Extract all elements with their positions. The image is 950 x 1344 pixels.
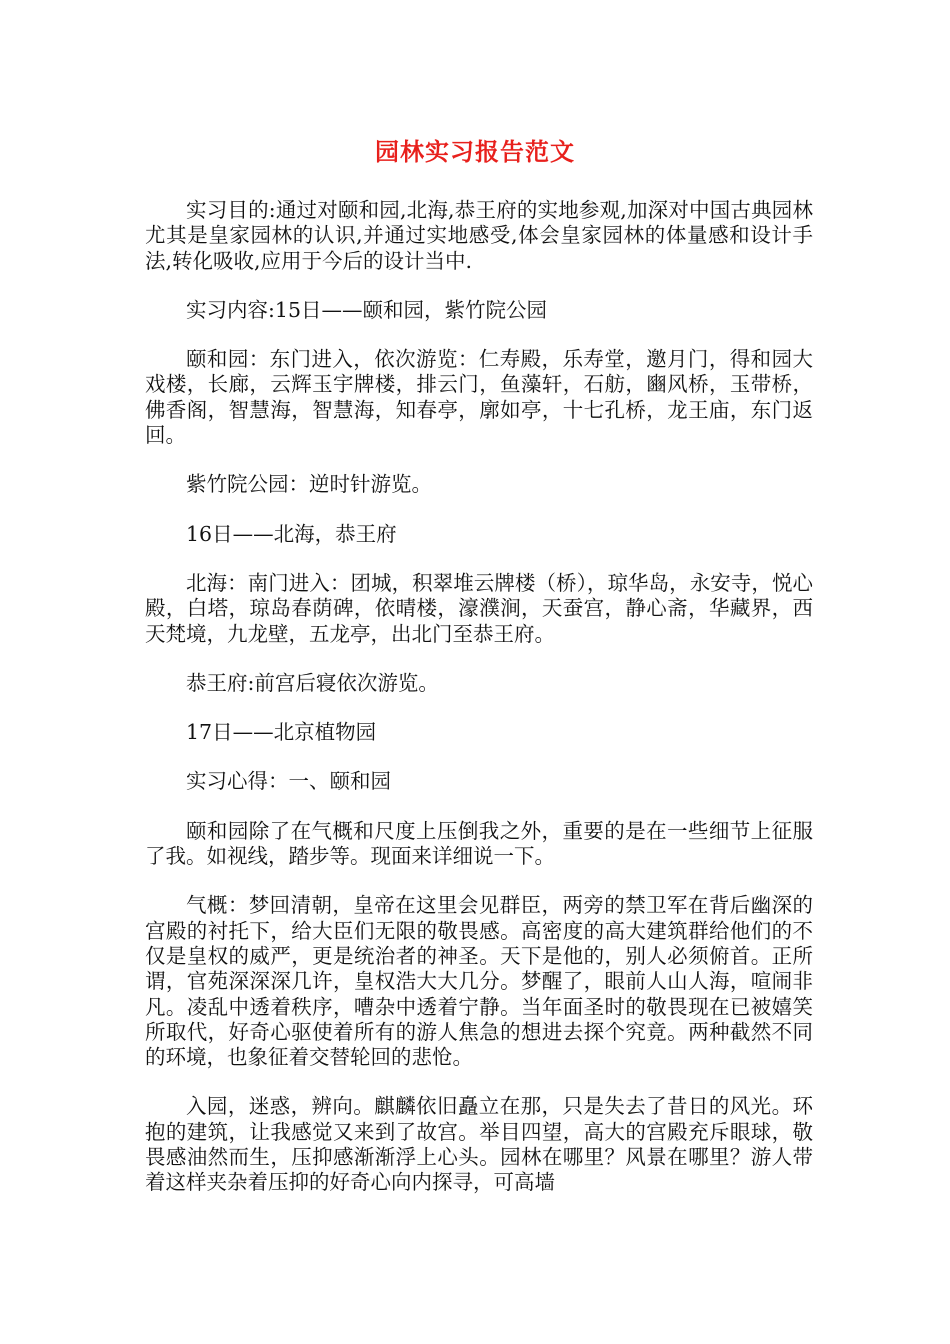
paragraph-experience-heading: 实习心得：一、颐和园 (186, 769, 391, 794)
paragraph-purpose: 实习目的:通过对颐和园,北海,恭王府的实地参观,加深对中国古典园林尤其是皇家园林的认识,并通过实地感受,体会皇家园林的体量感和设计手法,转化吸收,应用于今后的设计当中. (145, 198, 813, 273)
paragraph-content-day15: 实习内容:15日——颐和园，紫竹院公园 (186, 297, 547, 322)
paragraph-details: 颐和园除了在气概和尺度上压倒我之外，重要的是在一些细节上征服了我。如视线，踏步等。现面来详细说一下。 (145, 818, 813, 869)
paragraph-grandeur: 气概：梦回清朝，皇帝在这里会见群臣，两旁的禁卫军在背后幽深的宫殿的衬托下，给大臣们无限的敬畏感。高密度的高大建筑群给他们的不仅是皇权的威严，更是统治者的神圣。天下是他的，别人必须俯首。正所谓，官苑深深深几许，皇权浩大大几分。梦醒了，眼前人山人海，喧闹非凡。凌乱中透着秩序，嘈杂中透着宁静。当年面圣时的敬畏现在已被嬉笑所取代，好奇心驱使着所有的游人焦急的想进去探个究竟。两种截然不同的环境，也象征着交替轮回的悲怆。 (145, 893, 813, 1070)
paragraph-zizhuyuan: 紫竹院公园：逆时针游览。 (186, 472, 432, 497)
document-title: 园林实习报告范文 (375, 138, 575, 166)
paragraph-day16: 16日——北海，恭王府 (186, 521, 397, 546)
document-body (145, 198, 813, 1220)
paragraph-summer-palace-route: 颐和园：东门进入，依次游览：仁寿殿，乐寿堂，邀月门，得和园大戏楼，长廊，云辉玉宇牌楼，排云门，鱼藻轩，石舫，豳风桥，玉带桥，佛香阁，智慧海，智慧海，知春亭，廓如亭，十七孔桥，龙王庙，东门返回。 (145, 347, 813, 448)
paragraph-day17: 17日——北京植物园 (186, 720, 377, 745)
paragraph-entering: 入园，迷惑，辨向。麒麟依旧矗立在那，只是失去了昔日的风光。环抱的建筑，让我感觉又来到了故宫。举目四望，高大的宫殿充斥眼球，敬畏感油然而生，压抑感渐渐浮上心头。园林在哪里？风景在哪里？游人带着这样夹杂着压抑的好奇心向内探寻，可高墙 (145, 1094, 813, 1195)
paragraph-prince-gong: 恭王府:前宫后寝依次游览。 (186, 670, 439, 695)
paragraph-beihai-route: 北海：南门进入：团城，积翠堆云牌楼（桥），琼华岛，永安寺，悦心殿，白塔，琼岛春荫碑，依晴楼，濠濮涧，天蚕宫，静心斋，华藏界，西天梵境，九龙壁，五龙亭，出北门至恭王府。 (145, 570, 813, 646)
